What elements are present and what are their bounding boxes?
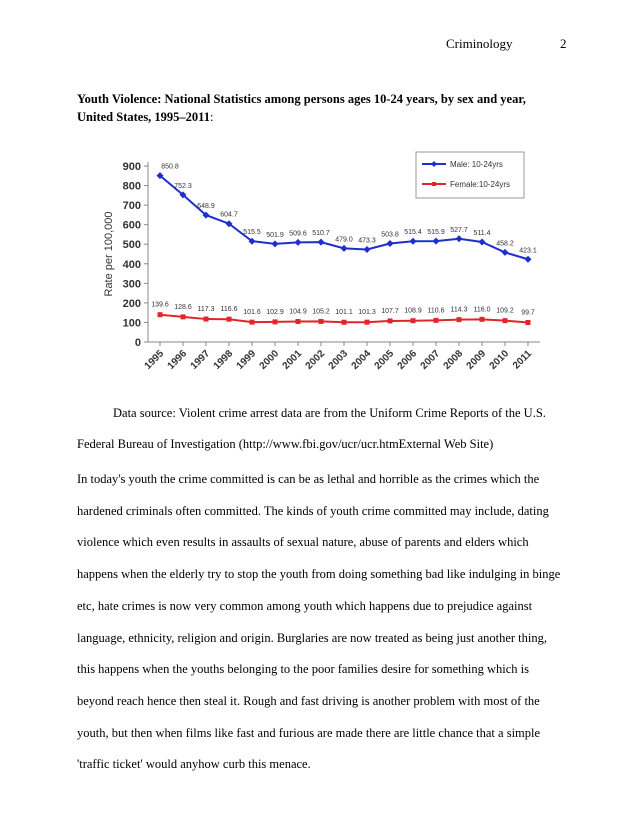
x-tick-label: 2003 <box>326 348 351 372</box>
data-point-female <box>296 319 301 324</box>
data-point-male <box>318 239 325 246</box>
data-point-female <box>526 320 531 325</box>
data-source-line-1: Data source: Violent crime arrest data are from the Uniform Crime Reports of the U.S. <box>113 406 546 420</box>
data-label-female: 101.3 <box>358 309 376 317</box>
figure-caption-colon: : <box>210 110 214 124</box>
data-point-female <box>365 320 370 325</box>
legend-box <box>416 152 524 198</box>
body-line: beyond reach hence then steal it. Rough and fast driving is another problem with most of the <box>77 693 540 708</box>
y-tick-label: 100 <box>122 317 141 330</box>
data-label-female: 104.9 <box>289 308 307 316</box>
data-label-female: 102.9 <box>266 308 284 316</box>
body-line: this happens when the youths belonging to the poor families desire for something which is <box>77 662 530 677</box>
y-tick-label: 400 <box>122 258 141 271</box>
data-point-male <box>295 239 302 246</box>
x-tick-label: 1999 <box>234 348 259 372</box>
x-tick-label: 2009 <box>464 348 489 372</box>
data-label-female: 117.3 <box>197 306 215 314</box>
y-tick-label: 300 <box>122 278 141 291</box>
figure-caption <box>77 90 557 126</box>
y-tick-label: 200 <box>122 297 141 310</box>
x-tick-label: 2002 <box>303 348 328 372</box>
running-header-title: Criminology <box>446 36 513 51</box>
y-tick-label: 0 <box>134 337 141 349</box>
data-label-female: 108.9 <box>404 307 422 315</box>
y-tick-label: 500 <box>122 239 141 252</box>
data-point-female <box>158 312 163 317</box>
data-label-female: 99.7 <box>521 309 535 317</box>
data-label-female: 116.6 <box>220 306 238 314</box>
x-tick-label: 2006 <box>395 348 420 372</box>
data-label-male: 648.9 <box>197 203 215 211</box>
data-label-male: 509.6 <box>289 230 307 238</box>
x-tick-label: 2008 <box>441 348 466 372</box>
data-label-female: 105.2 <box>312 308 330 316</box>
data-label-female: 109.2 <box>496 307 514 315</box>
data-point-male <box>525 256 532 263</box>
data-label-female: 139.6 <box>151 301 169 309</box>
data-point-male <box>433 238 440 245</box>
data-point-female <box>227 317 232 322</box>
data-label-male: 458.2 <box>496 240 514 248</box>
data-point-male <box>364 246 371 253</box>
data-point-male <box>410 238 417 245</box>
data-point-female <box>457 317 462 322</box>
x-tick-label: 1997 <box>188 348 213 372</box>
body-line: happens when the elderly try to stop the youth from doing something bad like indulging in binge <box>77 567 561 582</box>
data-point-male <box>502 249 509 256</box>
data-label-female: 110.6 <box>427 307 445 315</box>
x-tick-label: 2005 <box>372 348 397 372</box>
data-source-line-2: Federal Bureau of Investigation (http://www.fbi.gov/ucr/ucr.htmExternal Web Site) <box>77 437 494 451</box>
y-tick-label: 600 <box>122 219 141 232</box>
data-point-male <box>341 245 348 252</box>
page-number: 2 <box>560 36 567 51</box>
data-label-female: 116.0 <box>473 306 491 314</box>
body-line: language, ethnicity, religion and origin. Burglaries are now treated as being just another thing, <box>77 630 548 645</box>
data-point-female <box>411 318 416 323</box>
x-tick-label: 2001 <box>280 348 305 372</box>
data-label-male: 473.3 <box>358 237 376 245</box>
x-tick-label: 2007 <box>418 348 443 372</box>
x-tick-label: 1996 <box>165 348 190 372</box>
data-label-male: 515.5 <box>243 229 261 237</box>
legend-marker-female <box>432 182 436 186</box>
x-tick-label: 2011 <box>510 348 535 372</box>
y-axis-title: Rate per 100,000 <box>103 211 115 297</box>
data-label-male: 752.3 <box>174 182 192 190</box>
data-point-female <box>434 318 439 323</box>
x-tick-label: 2010 <box>487 348 512 372</box>
legend-label-female: Female:10-24yrs <box>450 180 511 189</box>
data-label-female: 101.6 <box>243 309 261 317</box>
data-label-female: 107.7 <box>381 307 399 315</box>
y-tick-label: 900 <box>122 161 141 173</box>
data-point-female <box>319 319 324 324</box>
data-label-male: 479.0 <box>335 236 353 244</box>
data-point-female <box>480 317 485 322</box>
y-tick-label: 700 <box>122 200 141 213</box>
data-point-female <box>250 320 255 325</box>
data-label-female: 101.1 <box>335 309 353 317</box>
body-paragraph <box>77 464 565 781</box>
body-line: youth, but then when films like fast and furious are made there are little chance that a simple <box>77 725 541 740</box>
data-point-female <box>273 319 278 324</box>
data-point-male <box>272 240 279 247</box>
figure-caption-text: Youth Violence: National Statistics among persons ages 10-24 years, by sex and year, United States, 1995–2011 <box>77 92 526 124</box>
body-line: In today's youth the crime committed is can be as lethal and horrible as the crimes which the <box>77 472 540 486</box>
x-tick-label: 1995 <box>142 348 167 372</box>
data-point-male <box>456 235 463 242</box>
body-line: 'traffic ticket' would anyhow curb this menace. <box>77 757 311 772</box>
data-label-male: 850.8 <box>161 163 179 171</box>
data-point-female <box>342 320 347 325</box>
data-label-male: 604.7 <box>220 211 238 219</box>
body-line: hardened criminals often committed. The kinds of youth crime committed may include, dating <box>77 503 549 518</box>
data-point-female <box>181 314 186 319</box>
data-label-male: 511.4 <box>473 229 491 237</box>
data-label-female: 114.3 <box>450 306 468 314</box>
data-source-note <box>77 398 563 460</box>
data-label-male: 510.7 <box>312 230 330 238</box>
data-label-male: 503.8 <box>381 231 399 239</box>
data-label-male: 527.7 <box>450 226 468 234</box>
data-point-male <box>387 240 394 247</box>
data-label-male: 501.9 <box>266 231 284 239</box>
data-point-female <box>503 318 508 323</box>
data-label-male: 515.4 <box>404 229 422 237</box>
data-label-female: 128.6 <box>174 303 192 311</box>
x-tick-label: 1998 <box>211 348 236 372</box>
data-point-male <box>479 238 486 245</box>
data-point-female <box>388 318 393 323</box>
body-line: violence which even results in assaults of sexual nature, abuse of parents and elders which <box>77 535 529 550</box>
youth-violence-line-chart <box>98 150 558 385</box>
data-label-male: 423.1 <box>519 247 537 255</box>
x-tick-label: 2000 <box>257 348 282 372</box>
data-point-female <box>204 317 209 322</box>
body-line: etc, hate crimes is now very common among youth which happens due to prejudice against <box>77 598 533 613</box>
data-label-male: 515.9 <box>427 229 445 237</box>
x-tick-label: 2004 <box>349 348 374 372</box>
legend-label-male: Male: 10-24yrs <box>450 160 503 169</box>
y-tick-label: 800 <box>122 180 141 193</box>
